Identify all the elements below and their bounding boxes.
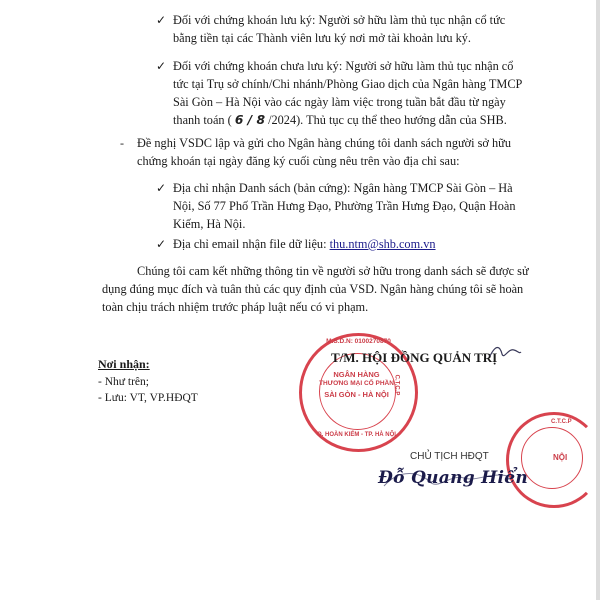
commitment-line-1: Chúng tôi cam kết những thông tin về người sở hữu trong danh sách sẽ được sử [137,264,529,278]
signature-position: CHỦ TỊCH HĐQT [410,451,489,462]
page-edge-divider [596,0,600,600]
seal-ring-bottom: Q. HOÀN KIẾM - TP. HÀ NỘI [317,432,396,438]
commitment-line-3: toàn chịu trách nhiệm trước pháp luật nếu có vi phạm. [102,300,369,314]
bullet-2-line-4 [173,112,507,128]
partial-seal-text: NỘI [553,453,568,462]
email-row [173,236,436,252]
bullet-1-line-1: Đối với chứng khoán lưu ký: Người sở hữu làm thủ tục nhận cổ tức [173,13,506,27]
checkmark-icon: ✓ [156,59,167,73]
dash-marker: - [120,136,124,150]
address-line-1: Địa chỉ nhận Danh sách (bản cứng): Ngân hàng TMCP Sài Gòn – Hà [173,181,513,195]
signature-on-behalf: T/M. HỘI ĐỒNG QUẢN TRỊ [331,350,498,365]
payment-date-prefix: thanh toán ( [173,113,232,127]
recipient-item: - Như trên; [98,376,149,388]
checkmark-icon: ✓ [156,13,167,27]
handwritten-date: 6 / 8 [234,113,265,127]
recipient-item: - Lưu: VT, VP.HĐQT [98,392,198,404]
request-line-1: Đề nghị VSDC lập và gửi cho Ngân hàng chúng tôi danh sách người sở hữu [137,136,511,150]
seal-line-1: NGÂN HÀNG [333,370,380,379]
bullet-1-line-2: bằng tiền tại các Thành viên lưu ký nơi mở tài khoản lưu ký. [173,31,471,45]
request-line-2: chứng khoán tại ngày đăng ký cuối cùng nêu trên vào địa chỉ sau: [137,154,460,168]
checkmark-icon: ✓ [156,237,167,251]
address-line-2: Nội, Số 77 Phố Trần Hưng Đạo, Phường Trần Hưng Đạo, Quận Hoàn [173,199,516,213]
address-line-3: Kiếm, Hà Nội. [173,217,246,231]
bullet-2-line-2: tức tại Trụ sở chính/Chi nhánh/Phòng Giao dịch của Ngân hàng TMCP [173,77,523,91]
commitment-line-2: dụng đúng mục đích và tuân thủ các quy định của VSD. Ngân hàng chúng tôi sẽ hoàn [102,282,524,296]
seal-ring-top: M.S.D.N: 0100270870 [326,338,391,345]
handwritten-initial-icon [488,342,522,362]
payment-date-suffix: /2024). Thủ tục cụ thể theo hướng dẫn của SHB. [268,113,507,127]
seal-line-3: SÀI GÒN - HÀ NỘI [324,390,389,399]
partial-seal-ring: C.T.C.P [551,419,572,425]
signer-name: Đỗ Quang Hiển [378,468,529,488]
recipients-title [98,356,150,372]
bullet-2-line-1: Đối với chứng khoán chưa lưu ký: Người sở hữu làm thủ tục nhận cổ [173,59,514,73]
recipients-title-text: Nơi nhận: [98,357,150,371]
seal-ring-right: C.T.C.P [393,374,400,396]
email-link[interactable]: thu.ntm@shb.com.vn [329,237,436,251]
checkmark-icon: ✓ [156,181,167,195]
bullet-2-line-3: Sài Gòn – Hà Nội vào các ngày làm việc trong tuần bắt đầu từ ngày [173,95,506,109]
email-label: Địa chỉ email nhận file dữ liệu: [173,237,327,251]
seal-line-2: THƯƠNG MẠI CỔ PHẦN [319,380,394,387]
